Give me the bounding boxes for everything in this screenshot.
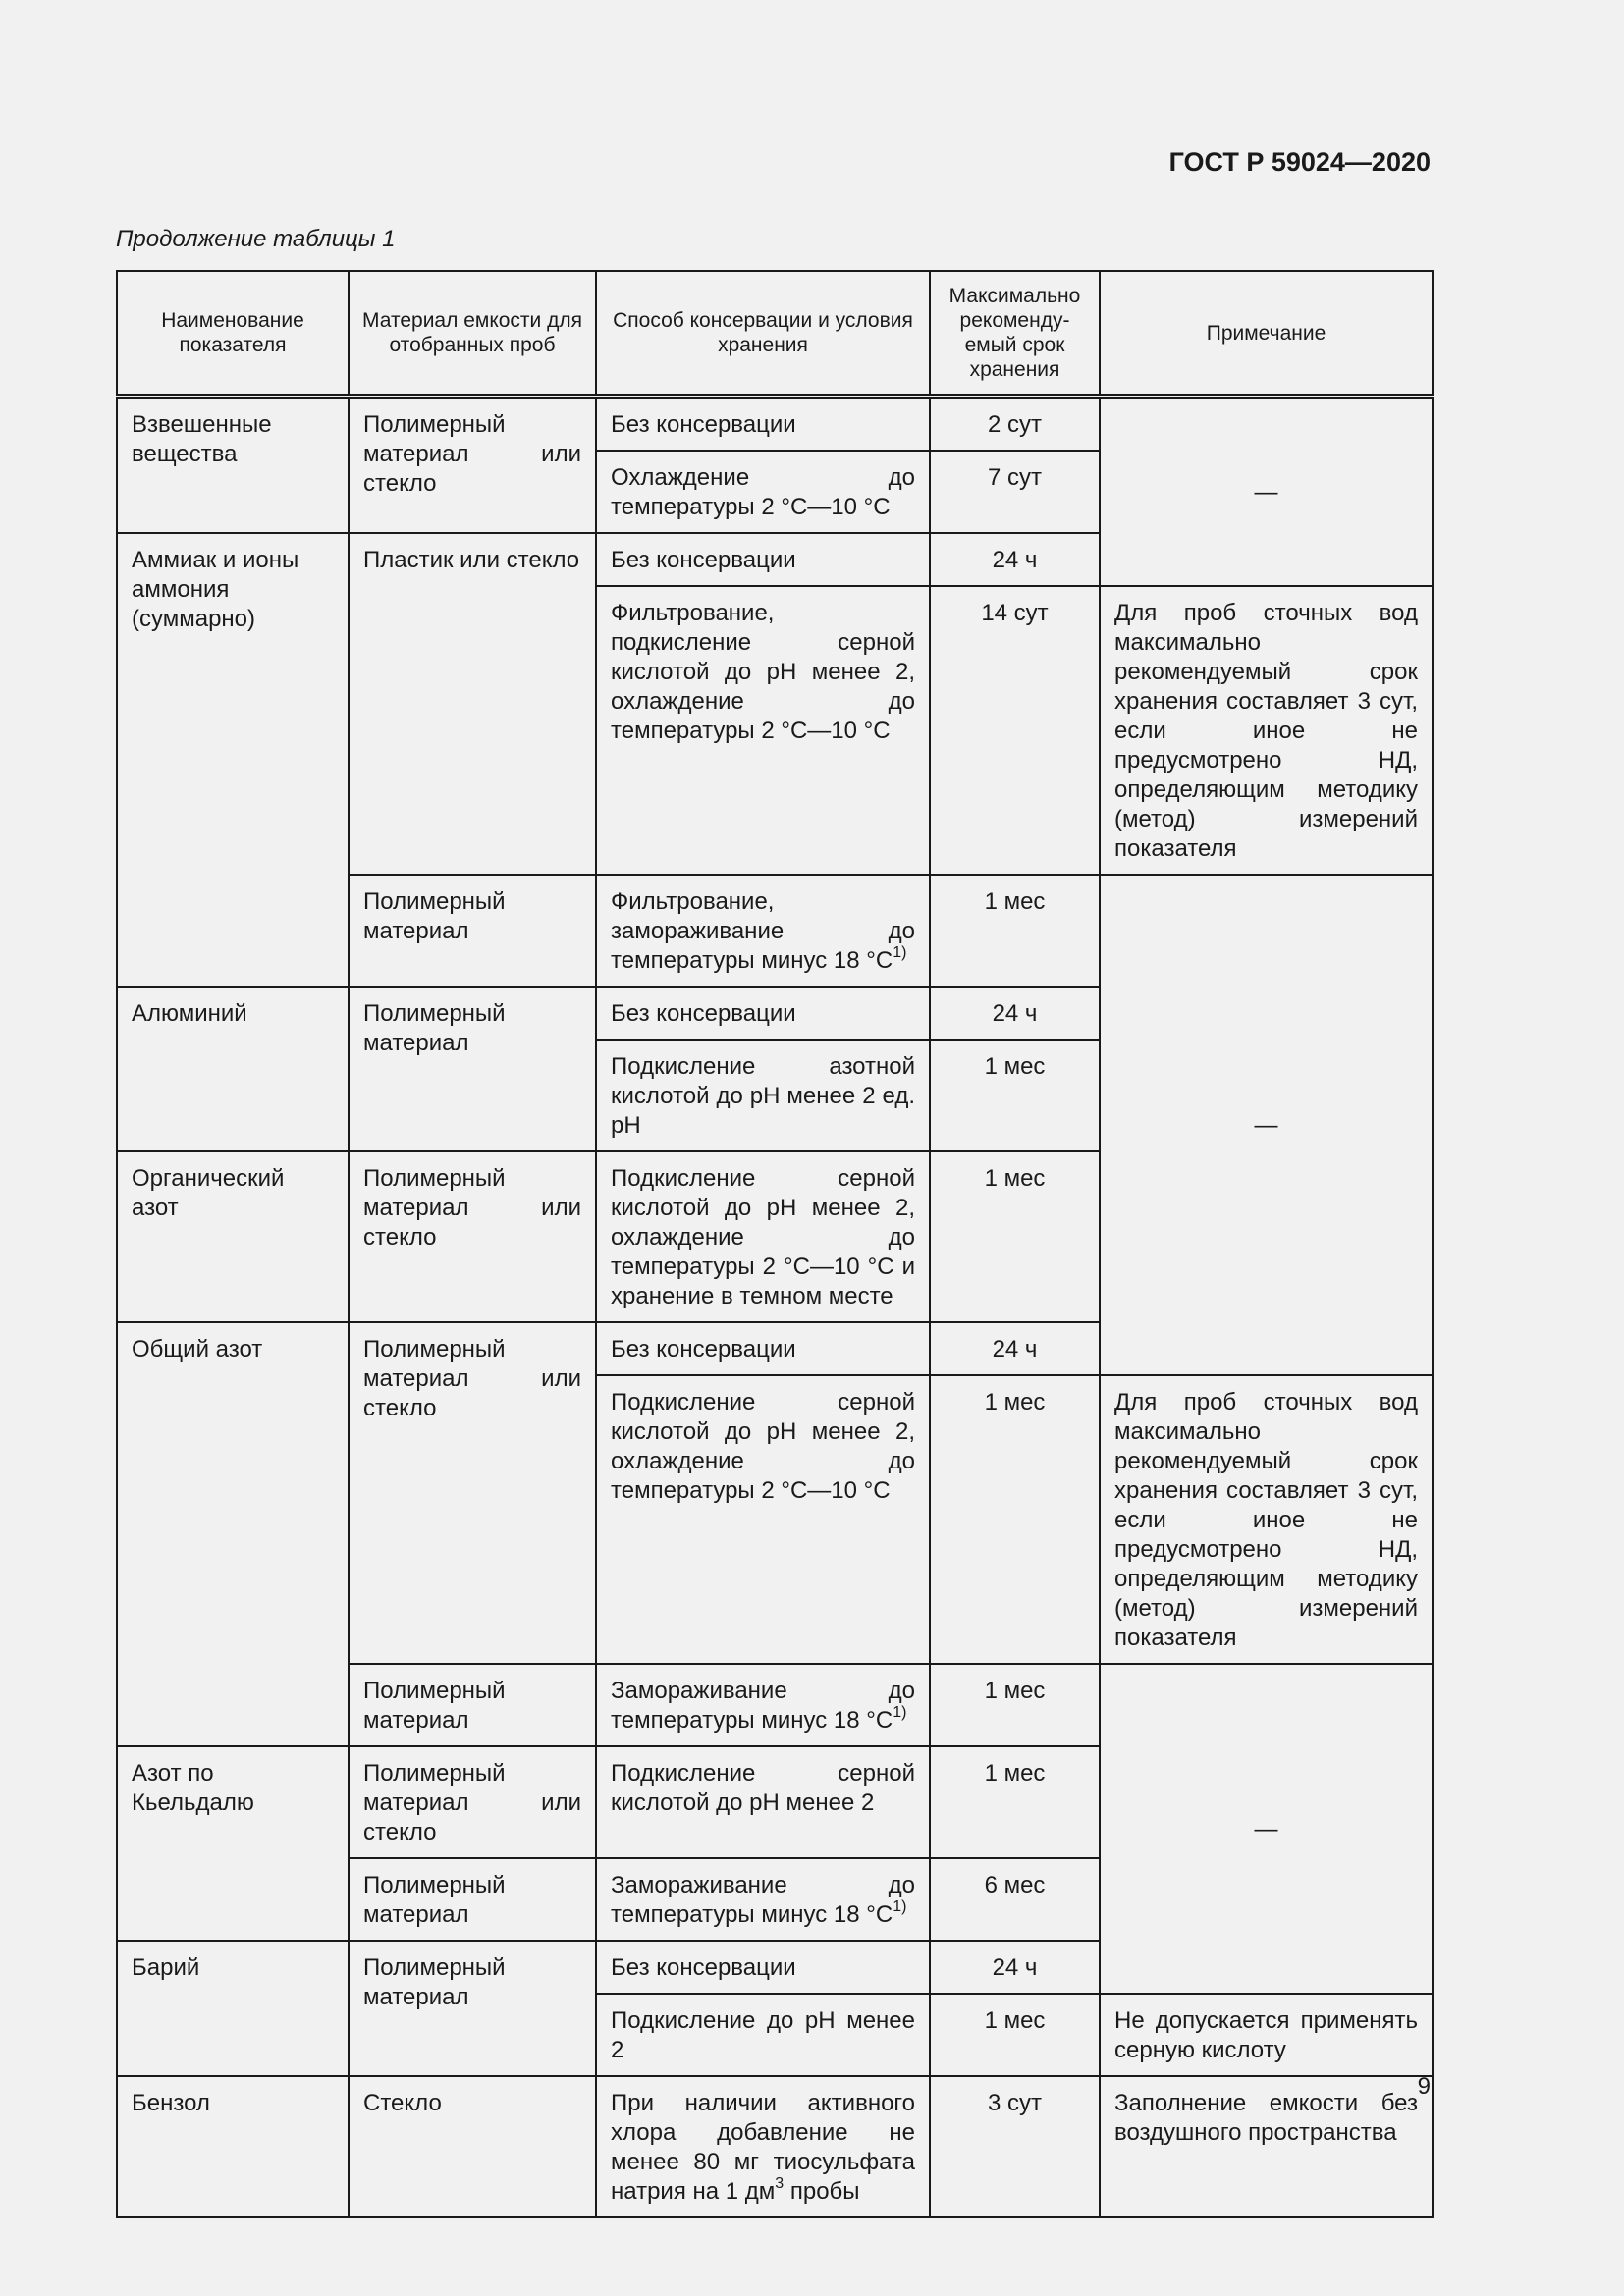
method-text: Замораживание до температуры минус 18 °C bbox=[611, 1872, 915, 1928]
note-cell: — bbox=[1100, 397, 1433, 587]
material-cell: Полимерный материал или стекло bbox=[349, 397, 596, 534]
cube-mark: 3 bbox=[775, 2175, 785, 2192]
table-row bbox=[117, 397, 1433, 452]
table-row bbox=[117, 2076, 1433, 2217]
term-cell: 24 ч bbox=[930, 1941, 1100, 1994]
indicator-cell: Органический азот bbox=[117, 1151, 349, 1322]
indicator-cell: Взвешенные вещества bbox=[117, 397, 349, 534]
method-cell: Подкисление серной кислотой до pH менее 2, охлаждение до температуры 2 °C—10 °C и хранение в темном месте bbox=[596, 1151, 930, 1322]
material-cell: Полимерный материал или стекло bbox=[349, 1322, 596, 1664]
method-text: Замораживание до температуры минус 18 °C bbox=[611, 1678, 915, 1734]
term-cell: 6 мес bbox=[930, 1858, 1100, 1941]
header-term: Максимально рекоменду-емый срок хранения bbox=[930, 271, 1100, 397]
note-cell: — bbox=[1100, 875, 1433, 1375]
term-cell: 3 сут bbox=[930, 2076, 1100, 2217]
method-cell: Охлаждение до температуры 2 °C—10 °C bbox=[596, 451, 930, 533]
material-cell: Полимерный материал bbox=[349, 1664, 596, 1746]
header-method: Способ консервации и условия хранения bbox=[596, 271, 930, 397]
term-cell: 24 ч bbox=[930, 987, 1100, 1040]
indicator-cell: Азот по Кьельдалю bbox=[117, 1746, 349, 1941]
method-cell: Без консервации bbox=[596, 1941, 930, 1994]
note-cell: Не допускается применять серную кислоту bbox=[1100, 1994, 1433, 2076]
note-cell: Заполнение емкости без воздушного пространства bbox=[1100, 2076, 1433, 2217]
note-cell: — bbox=[1100, 1664, 1433, 1994]
method-cell: Без консервации bbox=[596, 397, 930, 452]
header-indicator: Наименование показателя bbox=[117, 271, 349, 397]
method-cell bbox=[596, 2076, 930, 2217]
term-cell: 1 мес bbox=[930, 1040, 1100, 1151]
method-cell: Подкисление до pH менее 2 bbox=[596, 1994, 930, 2076]
footnote-mark: 1) bbox=[893, 1704, 907, 1721]
method-cell bbox=[596, 875, 930, 987]
term-cell: 1 мес bbox=[930, 875, 1100, 987]
method-cell: Подкисление серной кислотой до pH менее 2 bbox=[596, 1746, 930, 1858]
material-cell: Полимерный материал bbox=[349, 1941, 596, 2076]
method-text: При наличии активного хлора добавление не менее 80 мг тиосульфата натрия на 1 дм bbox=[611, 2090, 915, 2205]
term-cell: 1 мес bbox=[930, 1994, 1100, 2076]
table-caption: Продолжение таблицы 1 bbox=[116, 226, 396, 252]
header-note: Примечание bbox=[1100, 271, 1433, 397]
material-cell: Полимерный материал bbox=[349, 875, 596, 987]
page-number: 9 bbox=[1417, 2073, 1431, 2100]
term-cell: 1 мес bbox=[930, 1151, 1100, 1322]
material-cell: Стекло bbox=[349, 2076, 596, 2217]
term-cell: 7 сут bbox=[930, 451, 1100, 533]
header-material: Материал емкости для отобранных проб bbox=[349, 271, 596, 397]
method-cell: Подкисление азотной кислотой до pH менее 2 ед. pH bbox=[596, 1040, 930, 1151]
term-cell: 1 мес bbox=[930, 1664, 1100, 1746]
term-cell: 24 ч bbox=[930, 533, 1100, 586]
method-cell: Фильтрование, подкисление серной кислотой до pH менее 2, охлаждение до температуры 2 °C—10 °C bbox=[596, 586, 930, 875]
method-cell: Без консервации bbox=[596, 533, 930, 586]
method-cell bbox=[596, 1664, 930, 1746]
term-cell: 1 мес bbox=[930, 1375, 1100, 1664]
term-cell: 14 сут bbox=[930, 586, 1100, 875]
method-cell: Без консервации bbox=[596, 1322, 930, 1375]
material-cell: Полимерный материал bbox=[349, 987, 596, 1151]
method-cell bbox=[596, 1858, 930, 1941]
indicator-cell: Барий bbox=[117, 1941, 349, 2076]
material-cell: Пластик или стекло bbox=[349, 533, 596, 875]
material-cell: Полимерный материал или стекло bbox=[349, 1151, 596, 1322]
indicator-cell: Алюминий bbox=[117, 987, 349, 1151]
method-cell: Подкисление серной кислотой до pH менее 2, охлаждение до температуры 2 °C—10 °C bbox=[596, 1375, 930, 1664]
storage-table bbox=[116, 270, 1434, 2218]
indicator-cell: Бензол bbox=[117, 2076, 349, 2217]
method-cell: Без консервации bbox=[596, 987, 930, 1040]
footnote-mark: 1) bbox=[893, 944, 907, 961]
footnote-mark: 1) bbox=[893, 1898, 907, 1915]
table-header-row bbox=[117, 271, 1433, 397]
document-code: ГОСТ Р 59024—2020 bbox=[1168, 147, 1431, 177]
indicator-cell: Аммиак и ионы аммония (суммарно) bbox=[117, 533, 349, 987]
method-text: Фильтрование, замораживание до температуры минус 18 °C bbox=[611, 888, 915, 974]
term-cell: 2 сут bbox=[930, 397, 1100, 452]
material-cell: Полимерный материал bbox=[349, 1858, 596, 1941]
indicator-cell: Общий азот bbox=[117, 1322, 349, 1746]
term-cell: 1 мес bbox=[930, 1746, 1100, 1858]
material-cell: Полимерный материал или стекло bbox=[349, 1746, 596, 1858]
note-cell: Для проб сточных вод максимально рекомендуемый срок хранения составляет 3 сут, если иное не предусмотрено НД, определяющим методику (метод) измерений показателя bbox=[1100, 1375, 1433, 1664]
method-text-end: пробы bbox=[784, 2178, 860, 2205]
note-cell: Для проб сточных вод максимально рекомендуемый срок хранения составляет 3 сут, если иное не предусмотрено НД, определяющим методику (метод) измерений показателя bbox=[1100, 586, 1433, 875]
term-cell: 24 ч bbox=[930, 1322, 1100, 1375]
